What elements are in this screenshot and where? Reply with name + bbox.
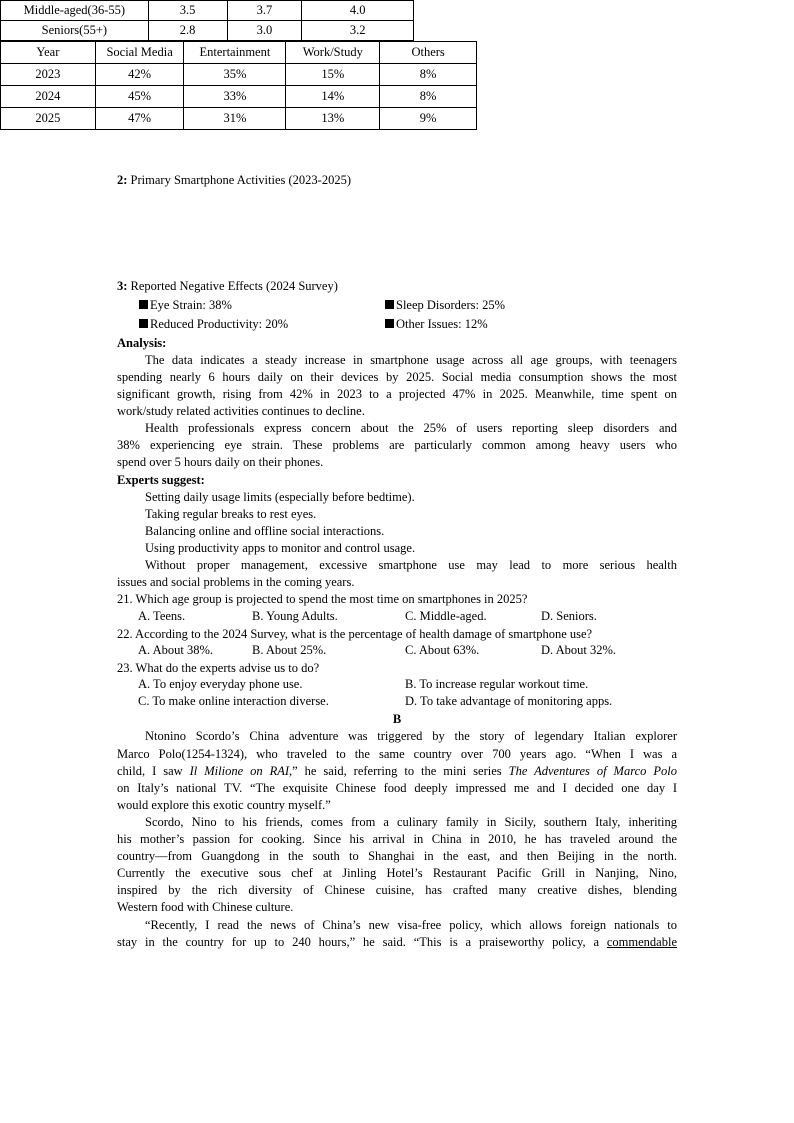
paragraph-line: child, I saw Il Milione on RAI,” he said, referring to the mini series The Adventures of Marco Polo [117, 764, 677, 778]
column-header: Year [1, 42, 96, 64]
answer-option: A. To enjoy everyday phone use. [138, 677, 303, 691]
table-cell: 3.5 [148, 1, 227, 21]
table-row [1, 108, 477, 130]
paragraph-line: country—from Guangdong in the south to Shanghai in the east, and then Beijing in the north. [117, 849, 677, 863]
table-cell: Middle-aged(36-55) [1, 1, 149, 21]
paragraph-line: Currently the executive sous chef at Jinling Hotel’s Restaurant Pacific Grill in Nanjing, Nino, [117, 866, 677, 880]
table-cell: 3.2 [302, 21, 414, 41]
paragraph-line: Western food with Chinese culture. [117, 900, 294, 914]
square-bullet-icon [139, 319, 148, 328]
paragraph-line: Scordo, Nino to his friends, comes from a culinary family in Sicily, southern Italy, inheriting [145, 815, 677, 829]
paragraph-line: Ntonino Scordo’s China adventure was triggered by the story of legendary Italian explorer [145, 729, 677, 743]
paragraph-line: Without proper management, excessive smartphone use may lead to more serious health [145, 558, 677, 572]
table-cell: Seniors(55+) [1, 21, 149, 41]
table-row [1, 64, 477, 86]
paragraph-line: would explore this exotic country myself.” [117, 798, 331, 812]
table-cell: 15% [286, 64, 380, 86]
suggestion-item: Using productivity apps to monitor and control usage. [145, 541, 416, 555]
activities-table [0, 41, 477, 130]
answer-option: C. About 63%. [405, 643, 480, 657]
passage-label: B [392, 712, 402, 726]
effect-label: Reduced Productivity: 20% [150, 317, 289, 331]
table-cell: 33% [184, 86, 286, 108]
answer-option: A. Teens. [138, 609, 186, 623]
paragraph-line: spending nearly 6 hours daily on their devices by 2025. Social media consumption shows the most [117, 370, 677, 384]
column-header: Work/Study [286, 42, 380, 64]
table-cell: 45% [95, 86, 184, 108]
paragraph-line: 38% experiencing eye strain. These problems are particularly common among heavy users who [117, 438, 677, 452]
effect-item [385, 317, 488, 332]
paragraph-line: “Recently, I read the news of China’s new visa-free policy, which allows foreign nationals to [145, 918, 677, 932]
table-row [1, 86, 477, 108]
table-cell: 14% [286, 86, 380, 108]
paragraph-line: Marco Polo(1254-1324), who traveled to the same country over 700 years ago. “When I was a [117, 747, 677, 761]
underlined-word: commendable [606, 935, 677, 949]
answer-option: D. To take advantage of monitoring apps. [405, 694, 613, 708]
paragraph-line: his mother’s passion for cooking. Since his arrival in China in 2010, he has traveled around the [117, 832, 677, 846]
paragraph-line: The data indicates a steady increase in smartphone usage across all age groups, with teenagers [145, 353, 677, 367]
age-usage-table [0, 0, 414, 41]
square-bullet-icon [139, 300, 148, 309]
table-cell: 35% [184, 64, 286, 86]
question-stem: 21. Which age group is projected to spend the most time on smartphones in 2025? [117, 592, 528, 606]
column-header: Social Media [95, 42, 184, 64]
effect-label: Other Issues: 12% [396, 317, 488, 331]
paragraph-line: significant growth, rising from 42% in 2023 to a projected 47% in 2025. Meanwhile, time spent on [117, 387, 677, 401]
paragraph-line: inspired by the rich diversity of Chinese cuisine, has crafted many creative dishes, blending [117, 883, 677, 897]
table-cell: 8% [380, 64, 477, 86]
experts-heading: Experts suggest: [117, 473, 205, 487]
effect-label: Eye Strain: 38% [150, 298, 232, 312]
suggestion-item: Taking regular breaks to rest eyes. [145, 507, 317, 521]
column-header: Others [380, 42, 477, 64]
table-cell: 4.0 [302, 1, 414, 21]
table-cell: 2.8 [148, 21, 227, 41]
square-bullet-icon [385, 300, 394, 309]
section-number: 3: [117, 279, 128, 293]
square-bullet-icon [385, 319, 394, 328]
paragraph-line: issues and social problems in the coming years. [117, 575, 355, 589]
paragraph-line: Health professionals express concern about the 25% of users reporting sleep disorders and [145, 421, 677, 435]
answer-option: B. To increase regular workout time. [405, 677, 589, 691]
section-title: Primary Smartphone Activities (2023-2025) [130, 173, 351, 187]
paragraph-line: work/study related activities continues to decline. [117, 404, 365, 418]
question-stem: 22. According to the 2024 Survey, what is the percentage of health damage of smartphone use? [117, 627, 593, 641]
table-row [1, 1, 414, 21]
answer-option: D. About 32%. [541, 643, 616, 657]
table-header-row [1, 42, 477, 64]
table-cell: 2023 [1, 64, 96, 86]
section-2-heading [117, 172, 677, 189]
analysis-heading: Analysis: [117, 336, 167, 350]
table-cell: 2024 [1, 86, 96, 108]
answer-option: C. To make online interaction diverse. [138, 694, 329, 708]
answer-option: A. About 38%. [138, 643, 213, 657]
table-cell: 3.7 [227, 1, 302, 21]
section-3-heading [117, 278, 677, 295]
question-stem: 23. What do the experts advise us to do? [117, 661, 320, 675]
suggestion-item: Balancing online and offline social interactions. [145, 524, 385, 538]
table-cell: 2025 [1, 108, 96, 130]
table-cell: 42% [95, 64, 184, 86]
table-cell: 31% [184, 108, 286, 130]
section-number: 2: [117, 173, 128, 187]
table-cell: 9% [380, 108, 477, 130]
table-cell: 47% [95, 108, 184, 130]
paragraph-line: on Italy’s national TV. “The exquisite Chinese food deeply impressed me and I decided one day I [117, 781, 677, 795]
answer-option: B. Young Adults. [252, 609, 338, 623]
table-cell: 8% [380, 86, 477, 108]
answer-option: D. Seniors. [541, 609, 597, 623]
answer-option: C. Middle-aged. [405, 609, 487, 623]
effect-item [139, 298, 232, 313]
column-header: Entertainment [184, 42, 286, 64]
effect-item [385, 298, 505, 313]
effect-label: Sleep Disorders: 25% [396, 298, 506, 312]
effect-item [139, 317, 288, 332]
answer-option: B. About 25%. [252, 643, 327, 657]
paragraph-line: stay in the country for up to 240 hours,” he said. “This is a praiseworthy policy, a commendable [117, 935, 677, 949]
table-row [1, 21, 414, 41]
table-cell: 3.0 [227, 21, 302, 41]
table-cell: 13% [286, 108, 380, 130]
section-title: Reported Negative Effects (2024 Survey) [130, 279, 338, 293]
suggestion-item: Setting daily usage limits (especially before bedtime). [145, 490, 415, 504]
paragraph-line: spend over 5 hours daily on their phones. [117, 455, 324, 469]
